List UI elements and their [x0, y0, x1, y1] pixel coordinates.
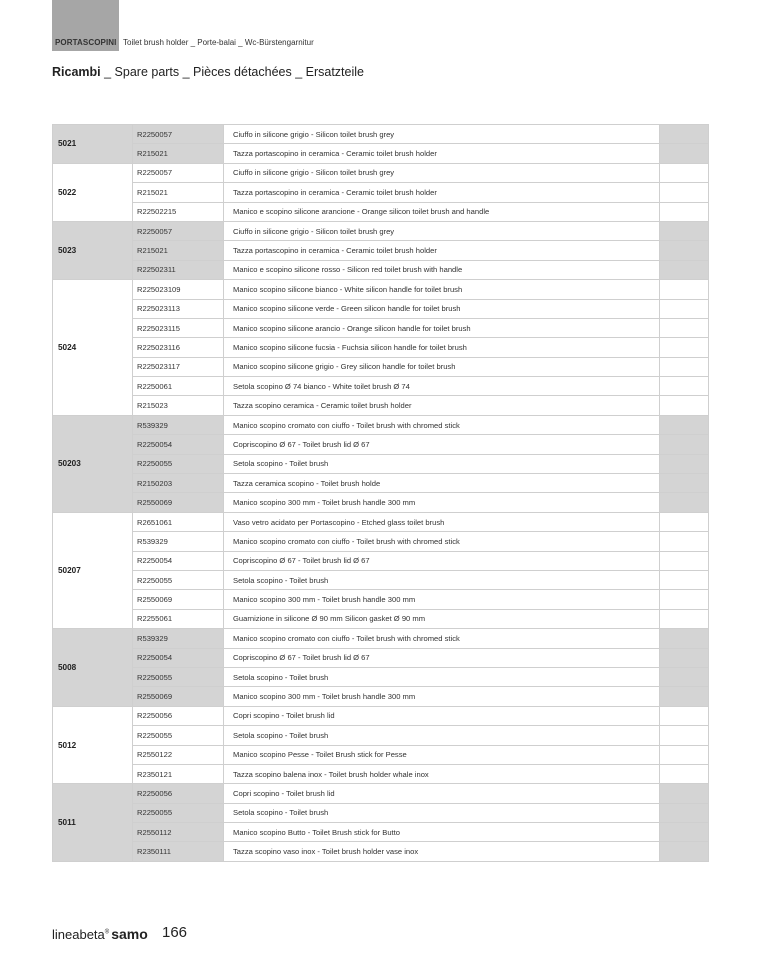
part-description-cell: Tazza scopino balena inox - Toilet brush holder whale inox — [224, 764, 660, 783]
table-row — [53, 454, 709, 473]
brand-name: samo — [111, 926, 148, 942]
blank-cell — [660, 377, 709, 396]
blank-cell — [660, 357, 709, 376]
part-code-cell: R225023113 — [133, 299, 224, 318]
part-description-cell: Tazza portascopino in ceramica - Ceramic toilet brush holder — [224, 144, 660, 163]
model-number-cell: 5011 — [53, 784, 133, 862]
blank-cell — [660, 474, 709, 493]
part-code-cell: R2250055 — [133, 726, 224, 745]
blank-cell — [660, 629, 709, 648]
table-row — [53, 745, 709, 764]
part-code-cell: R22502215 — [133, 202, 224, 221]
part-code-cell: R2250055 — [133, 454, 224, 473]
blank-cell — [660, 415, 709, 434]
category-label: PORTASCOPINI — [55, 38, 117, 47]
brand-prefix: lineabeta — [52, 927, 105, 942]
part-code-cell: R2250056 — [133, 706, 224, 725]
part-code-cell: R2255061 — [133, 609, 224, 628]
subtitle-rest: _ Spare parts _ Pièces détachées _ Ersatzteile — [100, 65, 364, 79]
part-code-cell: R2250055 — [133, 803, 224, 822]
table-row — [53, 202, 709, 221]
part-description-cell: Tazza ceramica scopino - Toilet brush holde — [224, 474, 660, 493]
spare-parts-table-body — [53, 125, 709, 862]
table-row — [53, 338, 709, 357]
part-description-cell: Manico scopino cromato con ciuffo - Toilet brush with chromed stick — [224, 532, 660, 551]
blank-cell — [660, 338, 709, 357]
blank-cell — [660, 706, 709, 725]
part-code-cell: R2550112 — [133, 823, 224, 842]
blank-cell — [660, 842, 709, 861]
part-description-cell: Tazza scopino ceramica - Ceramic toilet brush holder — [224, 396, 660, 415]
table-row — [53, 435, 709, 454]
table-row — [53, 570, 709, 589]
blank-cell — [660, 183, 709, 202]
part-description-cell: Tazza portascopino in ceramica - Ceramic toilet brush holder — [224, 241, 660, 260]
blank-cell — [660, 570, 709, 589]
subtitle-bold: Ricambi — [52, 65, 101, 79]
part-code-cell: R225023116 — [133, 338, 224, 357]
blank-cell — [660, 299, 709, 318]
part-code-cell: R225023117 — [133, 357, 224, 376]
blank-cell — [660, 202, 709, 221]
table-row — [53, 396, 709, 415]
table-row — [53, 784, 709, 803]
table-row — [53, 299, 709, 318]
spare-parts-table — [52, 124, 709, 862]
table-row — [53, 221, 709, 240]
blank-cell — [660, 144, 709, 163]
table-row — [53, 474, 709, 493]
blank-cell — [660, 784, 709, 803]
blank-cell — [660, 318, 709, 337]
part-description-cell: Setola scopino - Toilet brush — [224, 726, 660, 745]
part-description-cell: Setola scopino - Toilet brush — [224, 454, 660, 473]
part-code-cell: R215021 — [133, 144, 224, 163]
part-code-cell: R215021 — [133, 183, 224, 202]
table-row — [53, 357, 709, 376]
blank-cell — [660, 532, 709, 551]
part-description-cell: Tazza scopino vaso inox - Toilet brush holder vase inox — [224, 842, 660, 861]
table-row — [53, 163, 709, 182]
part-description-cell: Copriscopino Ø 67 - Toilet brush lid Ø 67 — [224, 551, 660, 570]
part-code-cell: R215023 — [133, 396, 224, 415]
table-row — [53, 280, 709, 299]
part-description-cell: Manico scopino cromato con ciuffo - Toilet brush with chromed stick — [224, 629, 660, 648]
table-row — [53, 706, 709, 725]
part-description-cell: Setola scopino - Toilet brush — [224, 667, 660, 686]
table-row — [53, 823, 709, 842]
part-description-cell: Setola scopino Ø 74 bianco - White toilet brush Ø 74 — [224, 377, 660, 396]
part-description-cell: Manico scopino cromato con ciuffo - Toilet brush with chromed stick — [224, 415, 660, 434]
table-row — [53, 842, 709, 861]
part-description-cell: Copriscopino Ø 67 - Toilet brush lid Ø 67 — [224, 435, 660, 454]
footer-brand — [52, 926, 148, 942]
part-description-cell: Manico scopino silicone bianco - White silicon handle for toilet brush — [224, 280, 660, 299]
part-description-cell: Manico scopino 300 mm - Toilet brush handle 300 mm — [224, 590, 660, 609]
blank-cell — [660, 454, 709, 473]
part-description-cell: Manico scopino Pesse - Toilet Brush stick for Pesse — [224, 745, 660, 764]
table-row — [53, 551, 709, 570]
brand-registered-mark: ® — [104, 929, 110, 936]
part-description-cell: Manico scopino Butto - Toilet Brush stick for Butto — [224, 823, 660, 842]
part-code-cell: R225023109 — [133, 280, 224, 299]
part-code-cell: R539329 — [133, 629, 224, 648]
page-number: 166 — [162, 924, 188, 941]
part-description-cell: Manico scopino 300 mm - Toilet brush handle 300 mm — [224, 493, 660, 512]
blank-cell — [660, 745, 709, 764]
part-description-cell: Manico scopino 300 mm - Toilet brush handle 300 mm — [224, 687, 660, 706]
blank-cell — [660, 280, 709, 299]
blank-cell — [660, 823, 709, 842]
part-code-cell: R539329 — [133, 532, 224, 551]
model-number-cell: 5012 — [53, 706, 133, 784]
part-code-cell: R2250061 — [133, 377, 224, 396]
part-description-cell: Manico scopino silicone arancio - Orange silicon handle for toilet brush — [224, 318, 660, 337]
blank-cell — [660, 125, 709, 144]
table-row — [53, 687, 709, 706]
blank-cell — [660, 512, 709, 531]
part-description-cell: Copri scopino - Toilet brush lid — [224, 784, 660, 803]
part-code-cell: R2250054 — [133, 551, 224, 570]
part-description-cell: Ciuffo in silicone grigio - Silicon toilet brush grey — [224, 125, 660, 144]
table-row — [53, 183, 709, 202]
part-description-cell: Setola scopino - Toilet brush — [224, 803, 660, 822]
part-description-cell: Manico scopino silicone fucsia - Fuchsia silicon handle for toilet brush — [224, 338, 660, 357]
table-row — [53, 803, 709, 822]
part-code-cell: R2250057 — [133, 221, 224, 240]
model-number-cell: 50203 — [53, 415, 133, 512]
table-row — [53, 377, 709, 396]
part-description-cell: Ciuffo in silicone grigio - Silicon toilet brush grey — [224, 163, 660, 182]
part-code-cell: R22502311 — [133, 260, 224, 279]
table-row — [53, 318, 709, 337]
part-code-cell: R2250055 — [133, 570, 224, 589]
part-code-cell: R2250054 — [133, 435, 224, 454]
model-number-cell: 5024 — [53, 280, 133, 416]
blank-cell — [660, 493, 709, 512]
table-row — [53, 590, 709, 609]
table-row — [53, 512, 709, 531]
table-row — [53, 125, 709, 144]
part-code-cell: R2550069 — [133, 590, 224, 609]
blank-cell — [660, 648, 709, 667]
blank-cell — [660, 590, 709, 609]
part-description-cell: Copri scopino - Toilet brush lid — [224, 706, 660, 725]
table-row — [53, 415, 709, 434]
part-description-cell: Manico e scopino silicone rosso - Silicon red toilet brush with handle — [224, 260, 660, 279]
table-row — [53, 609, 709, 628]
blank-cell — [660, 551, 709, 570]
part-code-cell: R2150203 — [133, 474, 224, 493]
part-code-cell: R2350111 — [133, 842, 224, 861]
part-description-cell: Manico scopino silicone verde - Green silicon handle for toilet brush — [224, 299, 660, 318]
table-row — [53, 648, 709, 667]
part-code-cell: R2550122 — [133, 745, 224, 764]
part-code-cell: R2250055 — [133, 667, 224, 686]
part-description-cell: Manico e scopino silicone arancione - Orange silicon toilet brush and handle — [224, 202, 660, 221]
blank-cell — [660, 221, 709, 240]
model-number-cell: 5008 — [53, 629, 133, 707]
blank-cell — [660, 764, 709, 783]
table-row — [53, 532, 709, 551]
model-number-cell: 5021 — [53, 125, 133, 164]
blank-cell — [660, 726, 709, 745]
part-code-cell: R2350121 — [133, 764, 224, 783]
blank-cell — [660, 435, 709, 454]
part-code-cell: R225023115 — [133, 318, 224, 337]
part-description-cell: Copriscopino Ø 67 - Toilet brush lid Ø 67 — [224, 648, 660, 667]
part-description-cell: Guarnizione in silicone Ø 90 mm Silicon gasket Ø 90 mm — [224, 609, 660, 628]
part-code-cell: R539329 — [133, 415, 224, 434]
blank-cell — [660, 241, 709, 260]
table-row — [53, 667, 709, 686]
table-row — [53, 493, 709, 512]
header-description: Toilet brush holder _ Porte-balai _ Wc-Bürstengarnitur — [123, 38, 314, 47]
part-description-cell: Manico scopino silicone grigio - Grey silicon handle for toilet brush — [224, 357, 660, 376]
blank-cell — [660, 396, 709, 415]
blank-cell — [660, 260, 709, 279]
blank-cell — [660, 803, 709, 822]
blank-cell — [660, 667, 709, 686]
table-row — [53, 144, 709, 163]
model-number-cell: 5023 — [53, 221, 133, 279]
part-code-cell: R2250056 — [133, 784, 224, 803]
blank-cell — [660, 163, 709, 182]
part-description-cell: Vaso vetro acidato per Portascopino - Etched glass toilet brush — [224, 512, 660, 531]
table-row — [53, 629, 709, 648]
part-code-cell: R2550069 — [133, 687, 224, 706]
page-subtitle — [52, 65, 364, 79]
table-row — [53, 260, 709, 279]
model-number-cell: 5022 — [53, 163, 133, 221]
table-row — [53, 241, 709, 260]
part-description-cell: Tazza portascopino in ceramica - Ceramic toilet brush holder — [224, 183, 660, 202]
part-description-cell: Setola scopino - Toilet brush — [224, 570, 660, 589]
part-code-cell: R215021 — [133, 241, 224, 260]
table-row — [53, 726, 709, 745]
part-code-cell: R2250057 — [133, 125, 224, 144]
blank-cell — [660, 609, 709, 628]
table-row — [53, 764, 709, 783]
part-code-cell: R2651061 — [133, 512, 224, 531]
part-code-cell: R2250054 — [133, 648, 224, 667]
part-code-cell: R2250057 — [133, 163, 224, 182]
blank-cell — [660, 687, 709, 706]
part-description-cell: Ciuffo in silicone grigio - Silicon toilet brush grey — [224, 221, 660, 240]
part-code-cell: R2550069 — [133, 493, 224, 512]
model-number-cell: 50207 — [53, 512, 133, 628]
